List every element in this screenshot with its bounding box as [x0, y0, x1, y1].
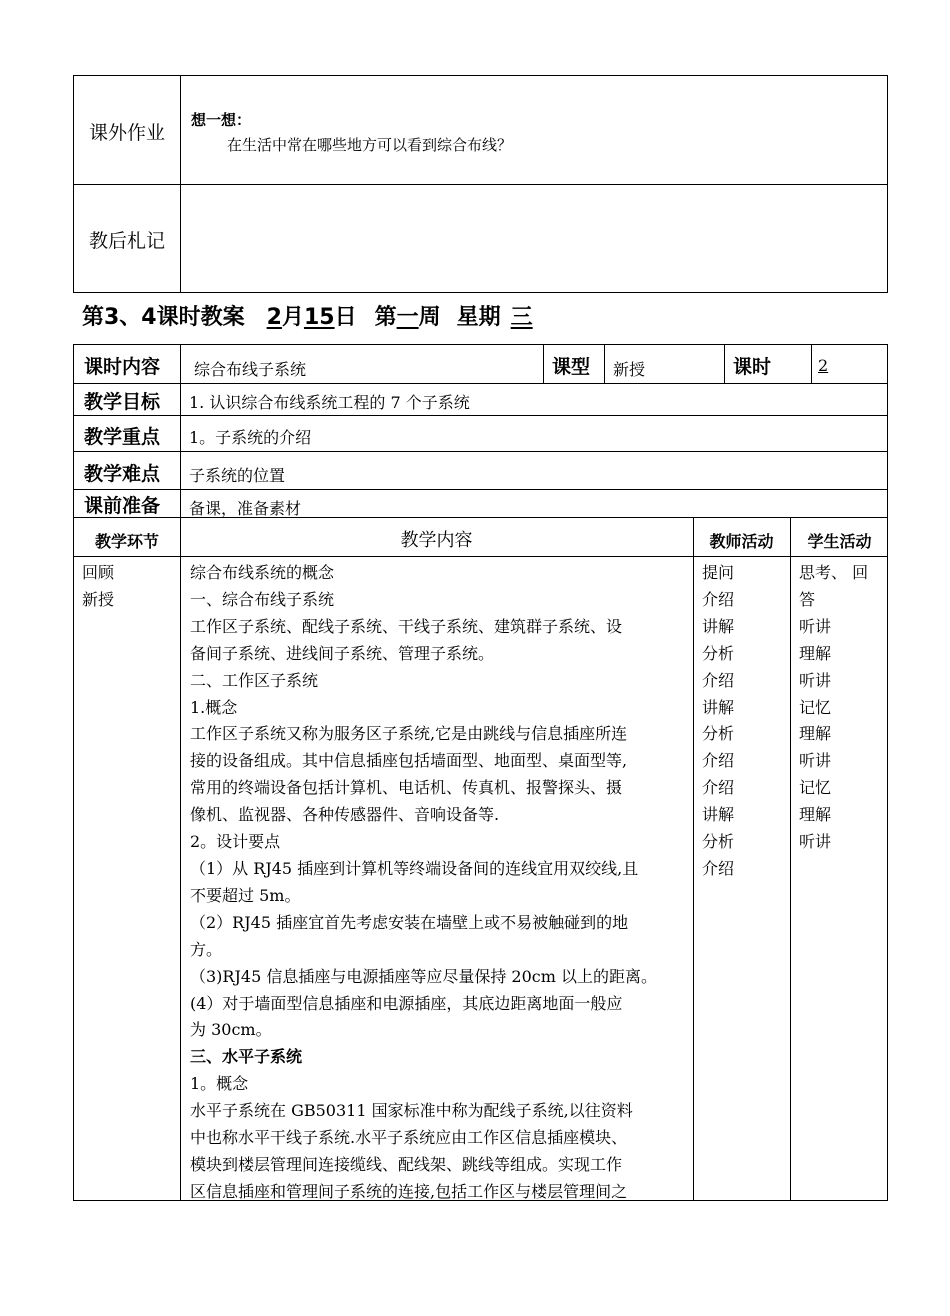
content-line: 2。设计要点 [190, 832, 281, 852]
content-line: 1.概念 [190, 697, 238, 717]
content-line: 为 30cm。 [190, 1020, 272, 1040]
content-line: （1）从 RJ45 插座到计算机等终端设备间的连线宜用双绞线,且 [190, 858, 639, 878]
content-header: 教学内容 [400, 530, 473, 551]
teacher-activity-line: 介绍 [702, 751, 735, 771]
column-divider [811, 345, 812, 383]
student-column [799, 560, 868, 856]
heading-week-prefix: 第 [374, 305, 397, 330]
prep-label: 课前准备 [84, 495, 161, 517]
row-divider [74, 184, 887, 185]
content-line: 工作区子系统、配线子系统、干线子系统、建筑群子系统、设 [190, 616, 623, 636]
difficulty-label: 教学难点 [84, 463, 161, 485]
teacher-activity-line: 讲解 [702, 697, 735, 717]
row-divider [74, 415, 887, 416]
goal-label: 教学目标 [84, 391, 161, 413]
column-divider [180, 345, 181, 1200]
teacher-activity-line: 介绍 [702, 589, 735, 609]
lesson-heading [82, 300, 533, 331]
student-activity-line: 听讲 [799, 751, 832, 771]
content-line: 模块到楼层管理间连接缆线、配线架、跳线等组成。实现工作 [190, 1154, 623, 1174]
student-activity-line: 理解 [799, 805, 832, 825]
teacher-activity-line: 介绍 [702, 778, 735, 798]
content-line: 像机、监视器、各种传感器件、音响设备等. [190, 805, 500, 825]
content-line: 接的设备组成。其中信息插座包括墙面型、地面型、桌面型等, [190, 751, 628, 771]
student-activity-line: 答 [799, 589, 816, 609]
student-activity-line: 听讲 [799, 616, 832, 636]
difficulty-value: 子系统的位置 [189, 466, 286, 485]
homework-table [73, 75, 888, 293]
heading-week-suffix: 周 [418, 305, 441, 330]
student-header: 学生活动 [807, 532, 872, 551]
heading-month-unit: 月 [281, 305, 304, 330]
heading-month: 2 [266, 305, 282, 330]
column-divider [693, 517, 694, 1200]
content-line: 常用的终端设备包括计算机、电话机、传真机、报警探头、摄 [190, 778, 623, 798]
column-divider [790, 517, 791, 1200]
teacher-activity-line: 分析 [702, 724, 735, 744]
content-line: 一、综合布线子系统 [190, 589, 335, 609]
teacher-activity-line: 提问 [702, 563, 735, 582]
content-line: 水平子系统在 GB50311 国家标准中称为配线子系统,以往资料 [190, 1101, 633, 1121]
key-value: 1。子系统的介绍 [189, 428, 312, 447]
teacher-activity-line: 分析 [702, 832, 735, 852]
content-line: 工作区子系统又称为服务区子系统,它是由跳线与信息插座所连 [190, 724, 628, 744]
lesson-plan-table [73, 344, 888, 1201]
stage-column [82, 560, 114, 614]
row-divider [74, 489, 887, 490]
content-line: 二、工作区子系统 [190, 670, 319, 690]
student-activity-line: 理解 [799, 724, 832, 744]
stage-line: 新授 [82, 589, 115, 609]
key-label: 教学重点 [84, 426, 161, 448]
content-line: 中也称水平干线子系统.水平子系统应由工作区信息插座模块、 [190, 1128, 628, 1148]
hours-value: 2 [818, 356, 829, 375]
teacher-activity-line: 分析 [702, 643, 735, 663]
content-line: 1。概念 [190, 1074, 249, 1094]
student-activity-line: 理解 [799, 643, 832, 663]
row-divider [74, 451, 887, 452]
content-line: （3)RJ45 信息插座与电源插座等应尽量保持 20cm 以上的距离。 [190, 966, 657, 986]
stage-line: 回顾 [82, 563, 115, 582]
hours-label: 课时 [733, 356, 772, 378]
homework-text: 在生活中常在哪些地方可以看到综合布线？ [227, 136, 513, 154]
content-line: 方。 [190, 939, 223, 959]
teacher-activity-line: 介绍 [702, 670, 735, 690]
content-line: 不要超过 5m。 [190, 885, 301, 905]
column-divider [724, 345, 725, 383]
content-line: 三、水平子系统 [190, 1047, 303, 1067]
heading-day-unit: 日 [334, 305, 357, 330]
row-divider [74, 383, 887, 384]
type-label: 课型 [552, 356, 591, 378]
homework-title: 想一想： [191, 111, 252, 129]
row-divider [74, 556, 887, 557]
teacher-activity-line: 介绍 [702, 858, 735, 878]
student-activity-line: 思考、 回 [799, 563, 869, 582]
content-value: 综合布线子系统 [194, 360, 307, 379]
content-line: 区信息插座和管理间子系统的连接,包括工作区与楼层管理间之 [190, 1181, 628, 1201]
student-activity-line: 听讲 [799, 670, 832, 690]
teacher-column [702, 560, 734, 883]
content-line: （2）RJ45 插座宜首先考虑安装在墙壁上或不易被触碰到的地 [190, 912, 629, 932]
stage-header: 教学环节 [94, 532, 159, 551]
homework-label: 课外作业 [88, 122, 165, 144]
heading-weekday-prefix: 星期 [456, 305, 501, 330]
heading-prefix: 第3、4课时教案 [82, 305, 245, 330]
type-value: 新授 [613, 360, 646, 379]
prep-value: 备课，准备素材 [189, 499, 302, 518]
teacher-activity-line: 讲解 [702, 616, 735, 636]
content-line: 综合布线系统的概念 [190, 563, 335, 582]
student-activity-line: 记忆 [799, 778, 832, 798]
notes-label: 教后札记 [88, 230, 165, 252]
teacher-header: 教师活动 [709, 532, 774, 551]
content-line: 备间子系统、进线间子系统、管理子系统。 [190, 643, 495, 663]
heading-day: 15 [303, 305, 335, 330]
column-divider [543, 345, 544, 383]
student-activity-line: 记忆 [799, 697, 832, 717]
heading-week: 一 [396, 305, 419, 330]
column-divider [604, 345, 605, 383]
teacher-activity-line: 讲解 [702, 805, 735, 825]
goal-value: 1. 认识综合布线系统工程的 7 个子系统 [189, 393, 470, 412]
content-label: 课时内容 [84, 356, 161, 378]
content-column [190, 560, 657, 1206]
content-line: (4）对于墙面型信息插座和电源插座，其底边距离地面一般应 [190, 993, 623, 1013]
heading-weekday: 三 [510, 305, 533, 330]
student-activity-line: 听讲 [799, 832, 832, 852]
